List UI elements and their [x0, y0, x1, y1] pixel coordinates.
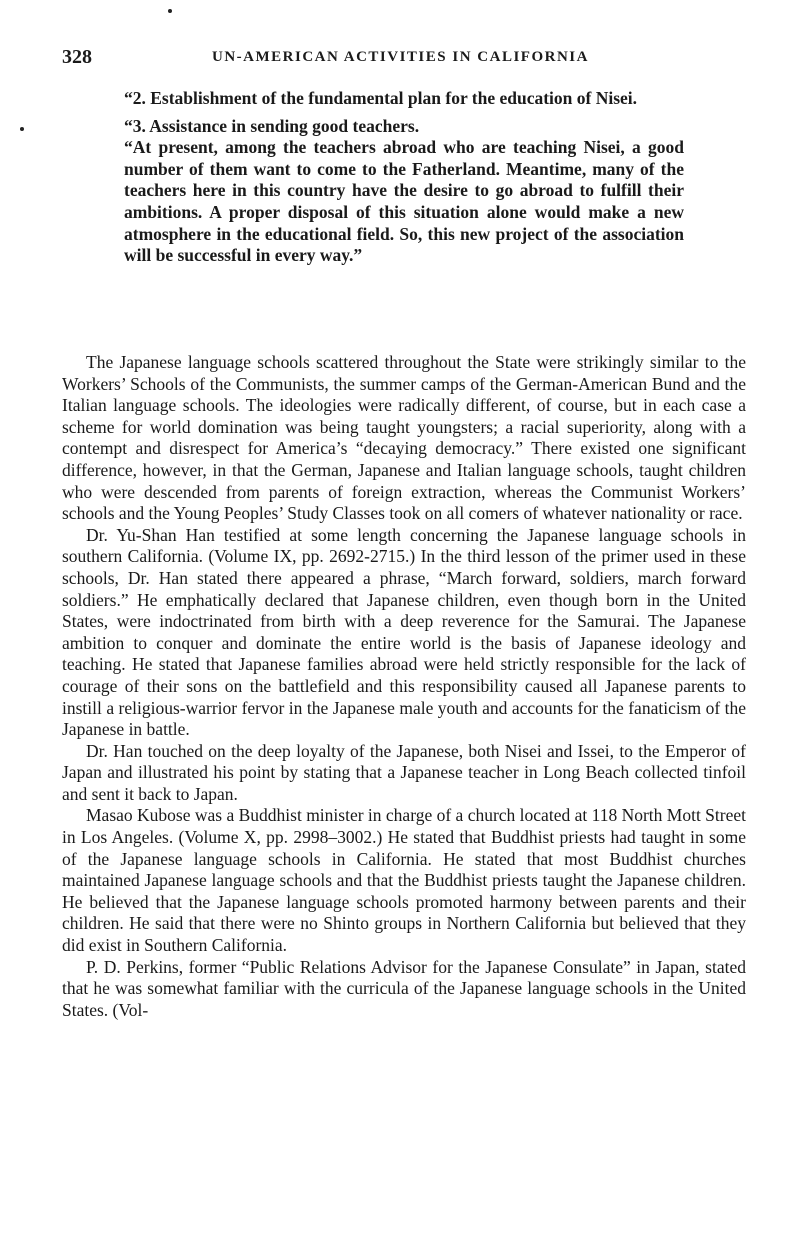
quote-item-2: “2. Establishment of the fundamental plan for the education of Nisei.: [124, 88, 638, 108]
body-text: [62, 352, 746, 1021]
page-number: 328: [62, 46, 92, 68]
quote-item-3: “3. Assistance in sending good teachers.: [124, 115, 420, 136]
quoted-block: [124, 88, 684, 267]
paragraph-dr-han-testimony: Dr. Yu-Shan Han testified at some length concerning the Japanese language schools in southern California. (Volume IX, pp. 2692-2715.) In the third lesson of the primer used in these schools, Dr. Han stated there appeared a phrase, “March forward, soldiers, march forward soldiers.” He emphatically declared that Japanese children, even though born in the United States, were indoctrinated from birth with a deep reverence for the Samurai. The Japanese ambition to conquer and dominate the entire world is the basis of Japanese ideology and teaching. He stated that Japanese families abroad were held strictly responsible for the lack of courage of their sons on the battlefield and this responsibility caused all Japanese parents to instill a religious-warrior fervor in the Japanese male youth and accounts for the fanaticism of the Japanese in battle.: [62, 524, 746, 740]
page-header: [62, 46, 762, 70]
running-head: UN-AMERICAN ACTIVITIES IN CALIFORNIA: [212, 49, 589, 65]
quote-paragraph: “At present, among the teachers abroad who are teaching Nisei, a good number of them want to come to the Fatherland. Meantime, many of the teachers here in this country have the desire to go abroad to fulfill their ambitions. A proper disposal of this situation alone would make a new atmosphere in the educational field. So, this new project of the association will be successful in every way.”: [124, 137, 684, 266]
paragraph-masao-kubose: Masao Kubose was a Buddhist minister in charge of a church located at 118 North Mott Street in Los Angeles. (Volume X, pp. 2998–3002.) He stated that Buddhist priests had taught in some of the Japanese language schools in California. He stated that most Buddhist churches maintained Japanese language schools and that the Buddhist priests taught the Japanese children. He believed that the Japanese language schools promoted harmony between parents and their children. He said that there were no Shinto groups in Northern California but believed that they did exist in Southern California.: [62, 805, 746, 956]
scan-speck: [20, 127, 24, 131]
paragraph-pd-perkins: P. D. Perkins, former “Public Relations Advisor for the Japanese Consulate” in Japan, stated that he was somewhat familiar with the curricula of the Japanese language schools in the United States. (Vol-: [62, 956, 746, 1020]
paragraph-language-schools: The Japanese language schools scattered throughout the State were strikingly similar to the Workers’ Schools of the Communists, the summer camps of the German-American Bund and the Italian language schools. The ideologies were radically different, of course, but in each case a scheme for world domination was being taught youngsters; a racial superiority, along with a contempt and disrespect for America’s “decaying democracy.” There existed one significant difference, however, in that the German, Japanese and Italian language schools, taught children who were descended from parents of foreign extraction, whereas the Communist Workers’ schools and the Young Peoples’ Study Classes took on all comers of whatever nationality or race.: [62, 352, 746, 524]
scan-speck: [168, 9, 172, 13]
paragraph-dr-han-loyalty: Dr. Han touched on the deep loyalty of the Japanese, both Nisei and Issei, to the Emperor of Japan and illustrated his point by stating that a Japanese teacher in Long Beach collected tinfoil and sent it back to Japan.: [62, 740, 746, 804]
